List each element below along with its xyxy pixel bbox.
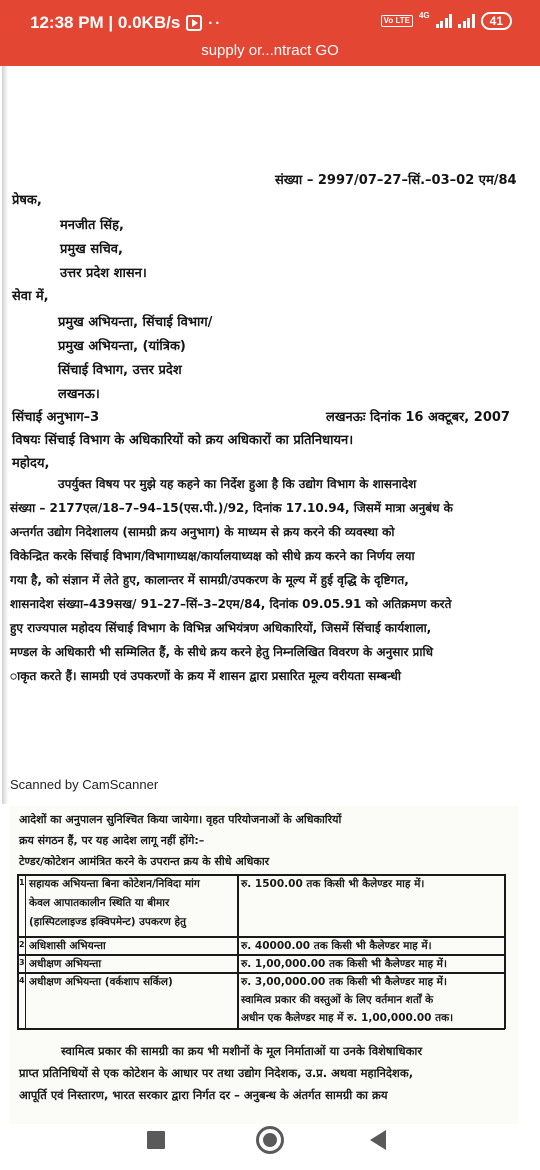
row-number: 2 [19, 940, 25, 949]
document-title[interactable]: supply or...ntract GO [201, 42, 339, 59]
page2-line: आदेशों का अनुपालन सुनिश्चित किया जायेगा। वृहत परियोजनाओं के अधिकारियों [19, 813, 342, 826]
page-edge-shadow [2, 66, 8, 804]
back-icon[interactable] [370, 1130, 386, 1150]
body-line: मण्डल के अधिकारी भी सम्मिलित हैं, के सीधे क्रय करने हेतु निम्नलिखित विवरण के अनुसार प्राधि [10, 645, 433, 659]
officer-cell: अधिशासी अभियन्ता [29, 940, 106, 952]
officer-cell: अधीक्षण अभियन्ता [29, 958, 102, 970]
network-type: 4G [418, 10, 430, 20]
body-line: अन्तर्गत उद्योग निदेशालय (सामग्री क्रय अनुभाग) के माध्यम से क्रय करने की व्यवस्था को [10, 525, 395, 539]
sender-line: मनजीत सिंह, [60, 218, 124, 233]
row-number: 4 [19, 976, 25, 985]
scanner-watermark: Scanned by CamScanner [10, 777, 159, 792]
home-icon[interactable] [256, 1126, 284, 1154]
body-line: शासनादेश संख्या–439सख/ 91–27–सिं–3–2एम/84, दिनांक 09.05.91 को अतिक्रमण करते [10, 597, 452, 611]
signal-1-icon [436, 14, 453, 28]
body-line: ाकृत करते हैं। सामग्री एवं उपकरणों के क्रय में शासन द्वारा प्रसारित मूल्य वरीयता सम्बन्धी [10, 669, 401, 683]
page2-para-line: प्राप्त प्रतिनिधियों से एक कोटेशन के आधार पर तथा उद्योग निदेशक, उ.प्र. अथवा महानिदेशक, [19, 1066, 414, 1080]
recipient-line: सिंचाई विभाग, उत्तर प्रदेश [58, 363, 182, 378]
document-page-2[interactable] [9, 806, 519, 1124]
body-line: संख्या – 2177एल/18–7–94–15(एस.पी.)/92, दिनांक 17.10.94, जिसमें मात्रा अनुबंध के [10, 501, 453, 515]
screen-record-icon [186, 15, 202, 31]
letter-date: लखनऊः दिनांक 16 अक्टूबर, 2007 [326, 410, 510, 425]
recipient-line: लखनऊ। [58, 387, 100, 402]
section-name: सिंचाई अनुभाग–3 [12, 410, 100, 425]
body-line: गया है, को संज्ञान में लेते हुए, कालान्तर में सामग्री/उपकरण के मूल्य में हुई वृद्धि के दृष्टिगत, [10, 573, 409, 587]
limit-cell: स्वामित्व प्रकार की वस्तुओं के लिए वर्तमान शर्तों के [241, 994, 434, 1006]
signal-2-icon [458, 14, 475, 28]
sender-line: प्रमुख सचिव, [60, 242, 123, 257]
status-right [381, 12, 512, 30]
row-number: 1 [19, 878, 25, 887]
status-time-data: 12:38 PM | 0.0KB/s [30, 13, 181, 32]
salutation: महोदय, [12, 456, 50, 471]
body-line: हुए राज्यपाल महोदय सिंचाई विभाग के विभिन्न अभियंत्रण अधिकारियों, जिसमें सिंचाई कार्यशाला, [10, 621, 432, 635]
officer-cell: अधीक्षण अभियन्ता (वर्कशाप सर्किल) [29, 976, 173, 988]
row-number: 3 [19, 958, 25, 967]
body-line: विकेन्द्रित करके सिंचाई विभाग/विभागाध्यक्ष/कार्यालयाध्यक्ष को सीधे क्रय करने का निर्णय लया [10, 549, 415, 563]
to-label: सेवा में, [12, 289, 49, 304]
sender-line: उत्तर प्रदेश शासन। [60, 266, 147, 281]
letter-subject: विषयः सिंचाई विभाग के अधिकारियों को क्रय अधिकारों का प्रतिनिधायन। [12, 433, 354, 448]
body-line: उपर्युक्त विषय पर मुझे यह कहने का निर्देश हुआ है कि उद्योग विभाग के शासनादेश [58, 477, 417, 491]
officer-cell: (हास्पिटलाइज्ड इक्विपमेन्ट) उपकरण हेतु [29, 916, 187, 928]
status-left [30, 13, 222, 33]
app-header [0, 0, 540, 66]
limit-cell: रु. 1500.00 तक किसी भी कैलेण्डर माह में। [241, 878, 425, 890]
document-page-1[interactable] [0, 66, 540, 804]
system-nav-bar [0, 1124, 540, 1170]
limit-cell: रु. 1,00,000.00 तक किसी भी कैलेण्डर माह में। [241, 958, 447, 970]
limit-cell: रु. 3,00,000.00 तक किसी भी कैलेण्डर माह में। [241, 976, 447, 988]
recipient-line: प्रमुख अभियन्ता, (यांत्रिक) [58, 339, 186, 354]
limit-cell: रु. 40000.00 तक किसी भी कैलेण्डर माह में। [241, 940, 432, 952]
page2-para-line: स्वामित्व प्रकार की सामग्री का क्रय भी मशीनों के मूल निर्माताओं या उनके विशेषाधिकार [61, 1044, 423, 1058]
officer-cell: केवल आपातकालीन स्थिति या बीमार [29, 897, 170, 909]
letter-number: संख्या – 2997/07–27–सिं.–03–02 एम/84 [275, 173, 517, 188]
limit-cell: अधीन एक कैलेण्डर माह में रु. 1,00,000.00 तक। [241, 1012, 454, 1024]
officer-cell: सहायक अभियन्ता बिना कोटेशन/निविदा मांग [29, 878, 200, 890]
page2-line: क्रय संगठन हैं, पर यह आदेश लागू नहीं होंगे:– [19, 834, 205, 847]
battery-icon: 41 [481, 12, 512, 30]
sender-label: प्रेषक, [12, 193, 42, 208]
notification-dots: ·· [208, 14, 223, 32]
page2-line: टेण्डर/कोटेशन आमंत्रित करने के उपरान्त क्रय के सीधे अधिकार [19, 855, 270, 868]
volte-icon: Vo LTE [381, 15, 413, 27]
page2-para-line: आपूर्ति एवं निस्तारण, भारत सरकार द्वारा निर्गत दर – अनुबन्ध के अंतर्गत सामग्री का क्रय [19, 1088, 388, 1102]
recipient-line: प्रमुख अभियन्ता, सिंचाई विभाग/ [58, 315, 213, 330]
recent-apps-icon[interactable] [147, 1131, 165, 1149]
